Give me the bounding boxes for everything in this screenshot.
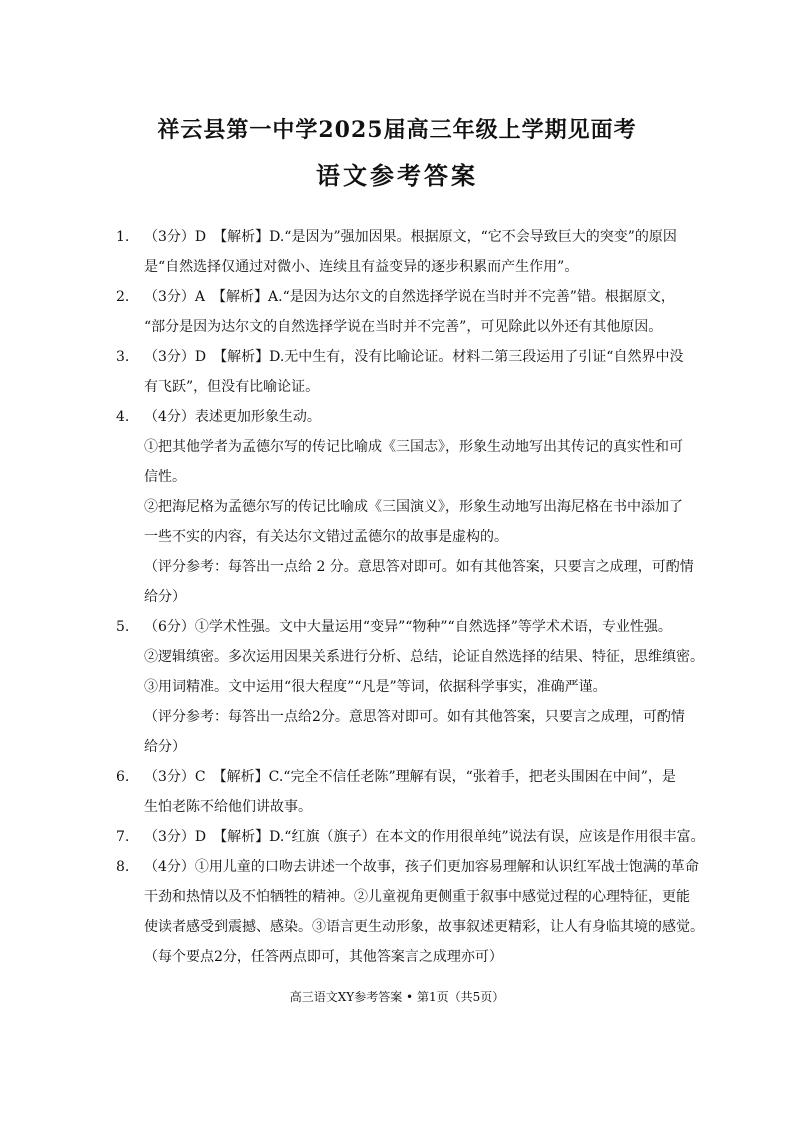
answer-line: （3分）D 【解析】D.“是因为”强加因果。根据原文，“它不会导致巨大的突变”的原因	[144, 229, 677, 245]
answer-item-2	[116, 282, 686, 342]
answer-line: ①把其他学者为孟德尔写的传记比喻成《三国志》，形象生动地写出其传记的真实性和可	[144, 439, 683, 455]
answer-item-1	[116, 222, 686, 282]
answer-line: 使读者感受到震撼、感染。③语言更生动形象，故事叙述更精彩，让人有身临其境的感觉。	[144, 919, 704, 935]
answer-line: （每个要点2分，任答两点即可，其他答案言之成理亦可）	[144, 949, 503, 965]
answer-line: （3分）D 【解析】D.无中生有，没有比喻论证。材料二第三段运用了引证“自然界中没	[144, 349, 684, 365]
answer-item-7	[116, 822, 705, 852]
page-title: 祥云县第一中学2025届高三年级上学期见面考	[157, 117, 637, 143]
answer-line: 一些不实的内容，有关达尔文错过孟德尔的故事是虚构的。	[144, 529, 508, 545]
item-number: 1.	[116, 229, 130, 245]
answer-line: （3分）D 【解析】D.“红旗（旗子）在本文的作用很单纯”说法有误，应该是作用很丰富。	[144, 829, 705, 845]
answer-line: （4分）表述更加形象生动。	[144, 409, 321, 425]
answer-line: 信性。	[144, 469, 186, 485]
page-subtitle: 语文参考答案	[316, 161, 478, 190]
item-number: 2.	[116, 289, 130, 305]
answer-item-4	[116, 402, 694, 612]
answer-line: 干劲和热情以及不怕牺牲的精神。②儿童视角更侧重于叙事中感觉过程的心理特征，更能	[144, 889, 690, 905]
answer-line: 给分）	[144, 739, 186, 755]
answer-line: ②把海尼格为孟德尔写的传记比喻成《三国演义》，形象生动地写出海尼格在书中添加了	[144, 499, 683, 515]
answer-list	[116, 222, 705, 972]
answer-item-6	[116, 762, 686, 822]
item-number: 7.	[116, 829, 130, 845]
answer-line: 生怕老陈不给他们讲故事。	[144, 799, 312, 815]
item-number: 6.	[116, 769, 130, 785]
answer-line: 有飞跃”，但没有比喻论证。	[144, 379, 320, 395]
item-number: 5.	[116, 619, 130, 635]
answer-item-8	[116, 852, 704, 972]
item-number: 4.	[116, 409, 130, 425]
answer-line: ②逻辑缜密。多次运用因果关系进行分析、总结，论证自然选择的结果、特征，思维缜密。	[144, 649, 704, 665]
answer-line: （评分参考：每答出一点给2分。意思答对即可。如有其他答案，只要言之成理，可酌情	[144, 709, 685, 725]
answer-line: （3分）C 【解析】C.“完全不信任老陈”理解有误，“张着手，把老头围困在中间”，是	[144, 769, 676, 785]
page-footer: 高三语文XY参考答案 • 第1页（共5页）	[289, 990, 505, 1004]
answer-line: ③用词精准。文中运用“很大程度”“凡是”等词，依据科学事实，准确严谨。	[144, 679, 607, 695]
answer-line: （6分）①学术性强。文中大量运用“变异”“物种”“自然选择”等学术术语，专业性强。	[144, 619, 672, 635]
answer-line: （3分）A 【解析】A.“是因为达尔文的自然选择学说在当时并不完善”错。根据原文，	[144, 289, 675, 305]
item-number: 3.	[116, 349, 130, 365]
answer-line: 是“自然选择仅通过对微小、连续且有益变异的逐步积累而产生作用”。	[144, 259, 579, 275]
item-number: 8.	[116, 859, 130, 875]
answer-item-3	[116, 342, 686, 402]
answer-line: 给分）	[144, 589, 186, 605]
answer-line: （4分）①用儿童的口吻去讲述一个故事，孩子们更加容易理解和认识红军战士饱满的革命	[144, 859, 699, 875]
answer-item-5	[116, 612, 704, 762]
answer-line: “部分是因为达尔文的自然选择学说在当时并不完善”，可见除此以外还有其他原因。	[144, 319, 663, 335]
answer-line: （评分参考：每答出一点给 2 分。意思答对即可。如有其他答案，只要言之成理，可酌情	[144, 559, 694, 575]
